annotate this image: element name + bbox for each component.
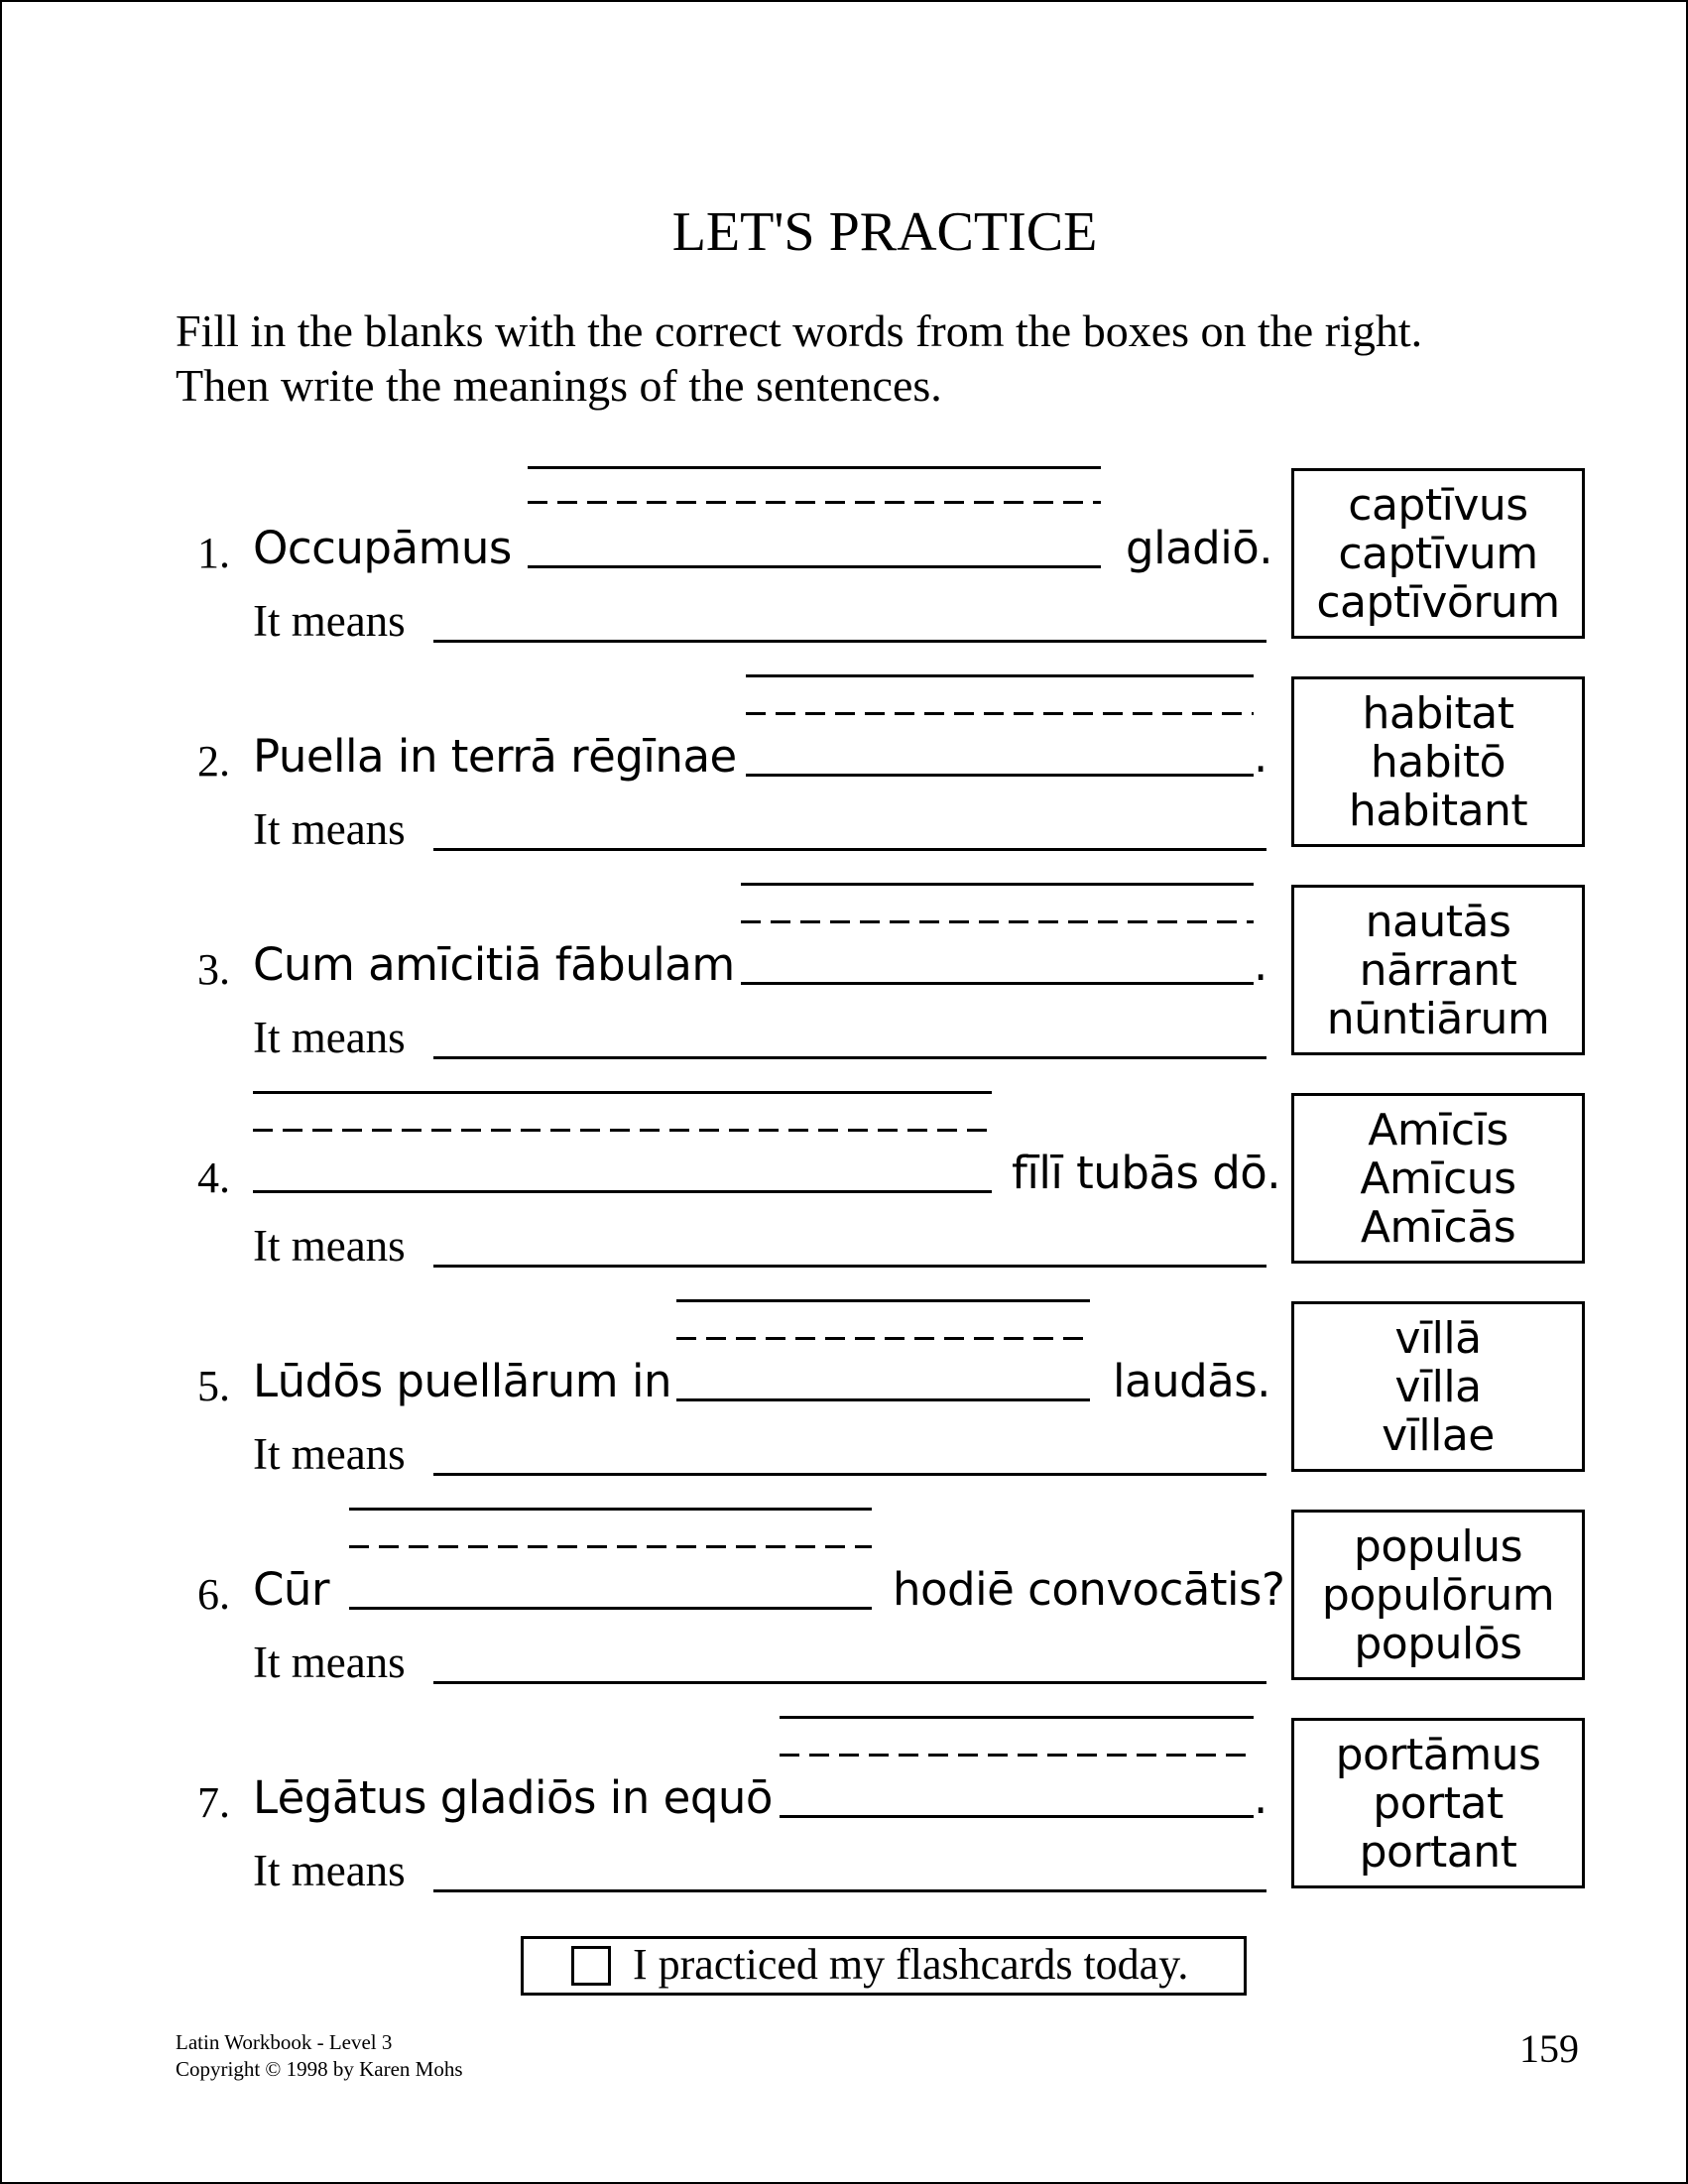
answer-blank[interactable] (676, 1398, 1090, 1401)
word-choice: habitat (1362, 687, 1514, 739)
answer-blank[interactable] (253, 1190, 992, 1193)
word-choice: vīlla (1394, 1361, 1482, 1412)
sentence-start: Lūdōs puellārum in (253, 1355, 671, 1407)
exercise-number: 6. (197, 1570, 230, 1619)
writing-guide-top-line (746, 674, 1254, 677)
word-choice: nārrant (1359, 944, 1517, 996)
writing-guide-top-line (741, 883, 1254, 886)
word-choice-box (1291, 1510, 1585, 1680)
sentence-end: fīlī tubās dō. (1012, 1147, 1281, 1199)
meaning-blank[interactable] (433, 848, 1266, 851)
instruction-line-1: Fill in the blanks with the correct words from the boxes on the right. (176, 305, 1423, 356)
word-choice: nautās (1365, 896, 1511, 947)
meaning-blank[interactable] (433, 1889, 1266, 1892)
word-choice-box (1291, 1301, 1585, 1472)
word-choice: populus (1353, 1520, 1523, 1572)
exercise-number: 4. (197, 1153, 230, 1202)
word-choice: captīvus (1348, 479, 1528, 531)
meaning-label: It means (253, 804, 406, 854)
meaning-label: It means (253, 1429, 406, 1479)
footer-copyright: Copyright © 1998 by Karen Mohs (176, 2057, 463, 2081)
meaning-blank[interactable] (433, 1473, 1266, 1476)
meaning-blank[interactable] (433, 1056, 1266, 1059)
writing-guide-top-line (676, 1299, 1090, 1302)
word-choice: Amīcus (1360, 1153, 1516, 1204)
footer-book-title: Latin Workbook - Level 3 (176, 2030, 393, 2054)
word-choice-box (1291, 468, 1585, 639)
writing-guide-dashed-line (746, 712, 1254, 715)
meaning-blank[interactable] (433, 640, 1266, 643)
word-choice-box (1291, 885, 1585, 1055)
meaning-label: It means (253, 596, 406, 646)
exercise-number: 2. (197, 737, 230, 786)
exercise-number: 7. (197, 1778, 230, 1827)
answer-blank[interactable] (741, 982, 1254, 985)
word-choice: portāmus (1335, 1729, 1541, 1780)
word-choice: populōs (1354, 1618, 1522, 1669)
exercise-number: 3. (197, 945, 230, 994)
sentence-start: Occupāmus (253, 522, 512, 574)
flashcard-checkbox[interactable] (571, 1946, 611, 1986)
sentence-start: Cum amīcitiā fābulam (253, 938, 735, 991)
writing-guide-dashed-line (741, 920, 1254, 923)
sentence-start: Lēgātus gladiōs in equō (253, 1771, 773, 1824)
answer-blank[interactable] (349, 1607, 872, 1610)
word-choice: vīllae (1382, 1409, 1495, 1461)
word-choice: captīvum (1338, 528, 1538, 579)
word-choice: habitant (1348, 785, 1528, 836)
exercise-number: 5. (197, 1362, 230, 1410)
sentence-end: . (1254, 730, 1267, 783)
meaning-label: It means (253, 1846, 406, 1895)
writing-guide-dashed-line (676, 1337, 1090, 1340)
writing-guide-top-line (528, 466, 1101, 469)
writing-guide-top-line (780, 1716, 1254, 1719)
sentence-end: laudās. (1113, 1355, 1270, 1407)
word-choice: captīvōrum (1316, 576, 1560, 628)
sentence-start: Cūr (253, 1563, 329, 1616)
meaning-blank[interactable] (433, 1265, 1266, 1268)
page-title: LET'S PRACTICE (671, 201, 1098, 263)
answer-blank[interactable] (780, 1815, 1254, 1818)
exercise-number: 1. (197, 529, 230, 577)
writing-guide-dashed-line (780, 1754, 1254, 1757)
answer-blank[interactable] (746, 774, 1254, 777)
meaning-label: It means (253, 1638, 406, 1687)
word-choice: portat (1373, 1777, 1504, 1829)
meaning-blank[interactable] (433, 1681, 1266, 1684)
word-choice: nūntiārum (1326, 993, 1550, 1044)
meaning-label: It means (253, 1013, 406, 1062)
word-choice: populōrum (1321, 1569, 1555, 1621)
writing-guide-dashed-line (349, 1545, 872, 1548)
answer-blank[interactable] (528, 565, 1101, 568)
writing-guide-dashed-line (253, 1129, 992, 1132)
word-choice: Amīcīs (1368, 1104, 1508, 1155)
writing-guide-top-line (253, 1091, 992, 1094)
flashcard-checkbox-label: I practiced my flashcards today. (633, 1940, 1189, 1989)
writing-guide-top-line (349, 1508, 872, 1511)
word-choice-box (1291, 676, 1585, 847)
sentence-end: . (1254, 1771, 1267, 1824)
instruction-line-2: Then write the meanings of the sentences. (176, 360, 942, 411)
word-choice-box (1291, 1718, 1585, 1888)
word-choice-box (1291, 1093, 1585, 1264)
page-number: 159 (1519, 2026, 1579, 2071)
word-choice: habitō (1370, 736, 1507, 788)
meaning-label: It means (253, 1221, 406, 1271)
sentence-end: . (1254, 938, 1267, 991)
sentence-end: gladiō. (1126, 522, 1273, 574)
word-choice: portant (1359, 1826, 1517, 1878)
word-choice: Amīcās (1360, 1201, 1516, 1253)
word-choice: vīllā (1394, 1312, 1482, 1364)
writing-guide-dashed-line (528, 501, 1101, 504)
sentence-end: hodiē convocātis? (893, 1563, 1285, 1616)
sentence-start: Puella in terrā rēgīnae (253, 730, 737, 783)
